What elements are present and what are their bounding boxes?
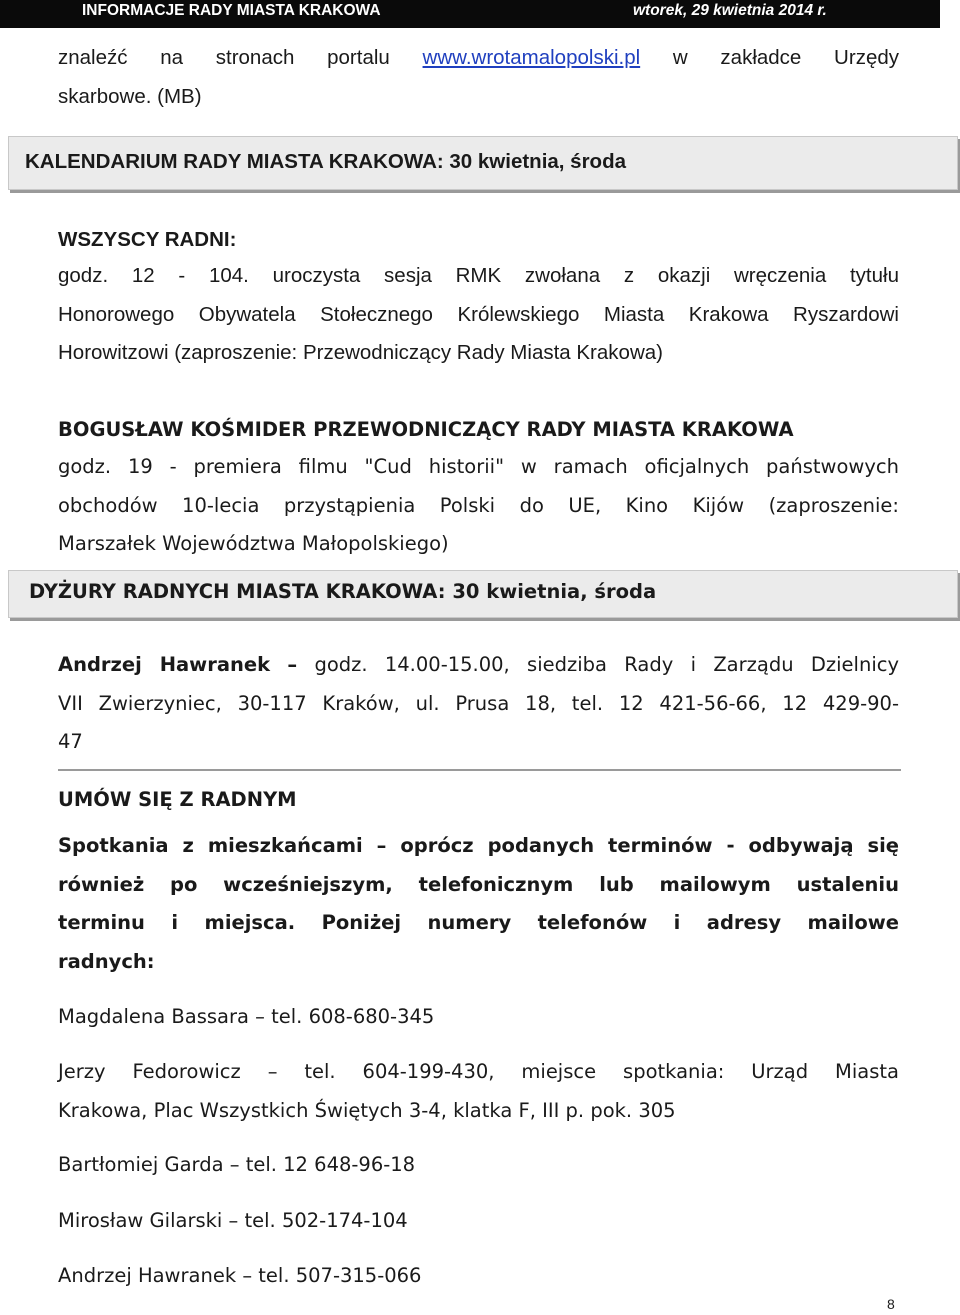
kalendarium-title: KALENDARIUM RADY MIASTA KRAKOWA: 30 kwietnia, środa: [25, 150, 627, 173]
session-paragraph: [58, 257, 899, 373]
contact-fedorowicz: [58, 1053, 899, 1130]
duty-line-3: 47: [58, 730, 83, 753]
intro-line-2: skarbowe. (MB): [58, 84, 202, 108]
meetings-intro-paragraph: [58, 827, 899, 981]
duty-line-2: VII Zwierzyniec, 30-117 Kraków, ul. Prusa 18, tel. 12 421-56-66, 12 429-90-: [58, 691, 899, 715]
meetings-line-2: również po wcześniejszym, telefonicznym lub mailowym ustaleniu: [58, 872, 899, 896]
meetings-line-4: radnych:: [58, 949, 155, 973]
session-line-2: Honorowego Obywatela Stołecznego Królewskiego Miasta Krakowa Ryszardowi: [58, 302, 899, 326]
wrotamalopolski-link[interactable]: www.wrotamalopolski.pl: [422, 46, 641, 69]
intro-paragraph: [58, 39, 899, 116]
meetings-line-1: Spotkania z mieszkańcami – oprócz podanych terminów - odbywają się: [58, 834, 899, 857]
intro-line-1: znaleźć na stronach portalu www.wrotamalopolski.pl w zakładce Urzędy: [58, 46, 899, 69]
contact-hawranek: Andrzej Hawranek – tel. 507-315-066: [58, 1264, 422, 1287]
duty-councillor-name: Andrzej Hawranek: [58, 653, 271, 676]
contact-bassara: Magdalena Bassara – tel. 608-680-345: [58, 1005, 435, 1028]
contact-gilarski: Mirosław Gilarski – tel. 502-174-104: [58, 1209, 408, 1232]
session-line-3: Horowitzowi (zaproszenie: Przewodniczący Rady Miasta Krakowa): [58, 341, 663, 364]
all-councillors-heading: WSZYSCY RADNI:: [58, 228, 237, 251]
contact-fedorowicz-line-1: Jerzy Fedorowicz – tel. 604-199-430, miejsce spotkania: Urząd Miasta: [58, 1060, 899, 1083]
premiere-line-3: Marszałek Województwa Małopolskiego): [58, 532, 449, 555]
header-date: wtorek, 29 kwietnia 2014 r.: [633, 2, 827, 19]
dyzury-heading-box: [8, 570, 958, 618]
premiere-paragraph: [58, 448, 899, 564]
dyzury-title: DYŻURY RADNYCH MIASTA KRAKOWA: 30 kwietnia, środa: [29, 580, 657, 603]
section-divider: [58, 769, 901, 771]
contact-garda: Bartłomiej Garda – tel. 12 648-96-18: [58, 1153, 416, 1176]
kalendarium-heading-box: [8, 136, 958, 190]
duty-line-1: Andrzej Hawranek – godz. 14.00-15.00, siedziba Rady i Zarządu Dzielnicy: [58, 653, 899, 676]
page-number: 8: [887, 1296, 895, 1312]
premiere-line-2: obchodów 10-lecia przystąpienia Polski do UE, Kino Kijów (zaproszenie:: [58, 493, 899, 517]
chairman-heading: BOGUSŁAW KOŚMIDER PRZEWODNICZĄCY RADY MIASTA KRAKOWA: [58, 418, 794, 441]
header-title: INFORMACJE RADY MIASTA KRAKOWA: [82, 2, 381, 19]
contact-fedorowicz-line-2: Krakowa, Plac Wszystkich Świętych 3-4, klatka F, III p. pok. 305: [58, 1098, 676, 1122]
duty-paragraph: [58, 646, 899, 762]
session-line-1: godz. 12 - 104. uroczysta sesja RMK zwołana z okazji wręczenia tytułu: [58, 264, 899, 287]
page-header: [0, 0, 940, 28]
premiere-line-1: godz. 19 - premiera filmu "Cud historii" w ramach oficjalnych państwowych: [58, 455, 899, 478]
meet-councillor-heading: UMÓW SIĘ Z RADNYM: [58, 788, 297, 811]
meetings-line-3: terminu i miejsca. Poniżej numery telefonów i adresy mailowe: [58, 911, 899, 934]
